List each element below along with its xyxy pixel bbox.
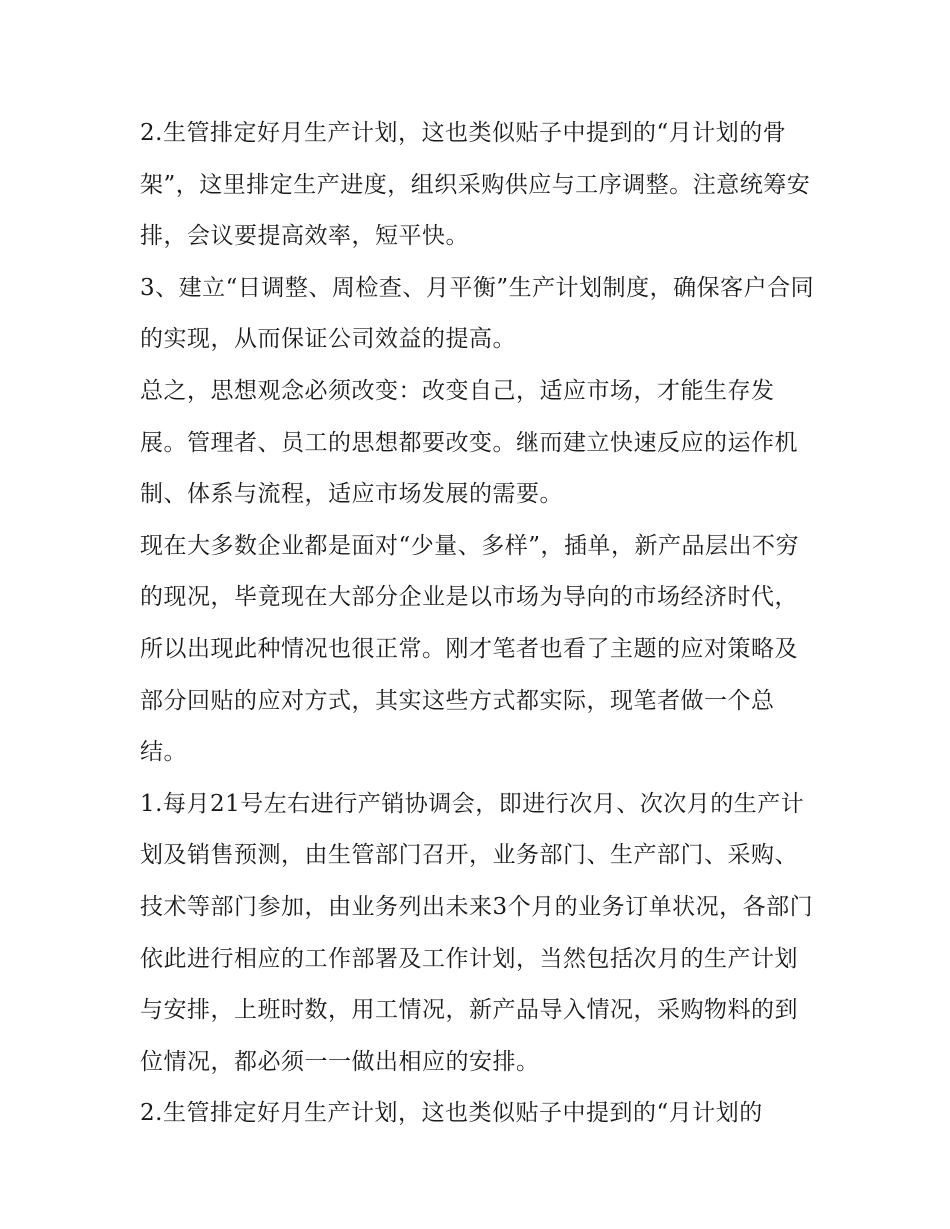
paragraph-monthly-meeting: 1.每月21号左右进行产销协调会，即进行次月、次次月的生产计划及销售预测，由生管部门召开，业务部门、生产部门、采购、技术等部门参加，由业务列出未来3个月的业务订单状况，各部门依此进行相应的工作部署及工作计划，当然包括次月的生产计划与安排，上班时数，用工情况，新产品导入情况，采购物料的到位情况，都必须一一做出相应的安排。 [140,790,814,1075]
document-body [140,108,820,1140]
paragraph-current-situation: 现在大多数企业都是面对“少量、多样”，插单，新产品层出不穷的现况，毕竟现在大部分企业是以市场为导向的市场经济时代，所以出现此种情况也很正常。刚才笔者也看了主题的应对策略及部分回贴的应对方式，其实这些方式都实际，现笔者做一个总结。 [140,532,800,766]
paragraph-summary-mindset: 总之，思想观念必须改变：改变自己，适应市场，才能生存发展。管理者、员工的思想都要改变。继而建立快速反应的运作机制、体系与流程，适应市场发展的需要。 [140,377,798,508]
paragraph-production-plan-repeat: 2.生管排定好月生产计划，这也类似贴子中提到的“月计划的 [140,1100,763,1127]
paragraph-plan-system: 3、建立“日调整、周检查、月平衡”生产计划制度，确保客户合同的实现，从而保证公司效益的提高。 [140,274,815,353]
paragraph-production-plan-skeleton: 2.生管排定好月生产计划，这也类似贴子中提到的“月计划的骨架”，这里排定生产进度，组织采购供应与工序调整。注意统筹安排，会议要提高效率，短平快。 [140,120,811,250]
